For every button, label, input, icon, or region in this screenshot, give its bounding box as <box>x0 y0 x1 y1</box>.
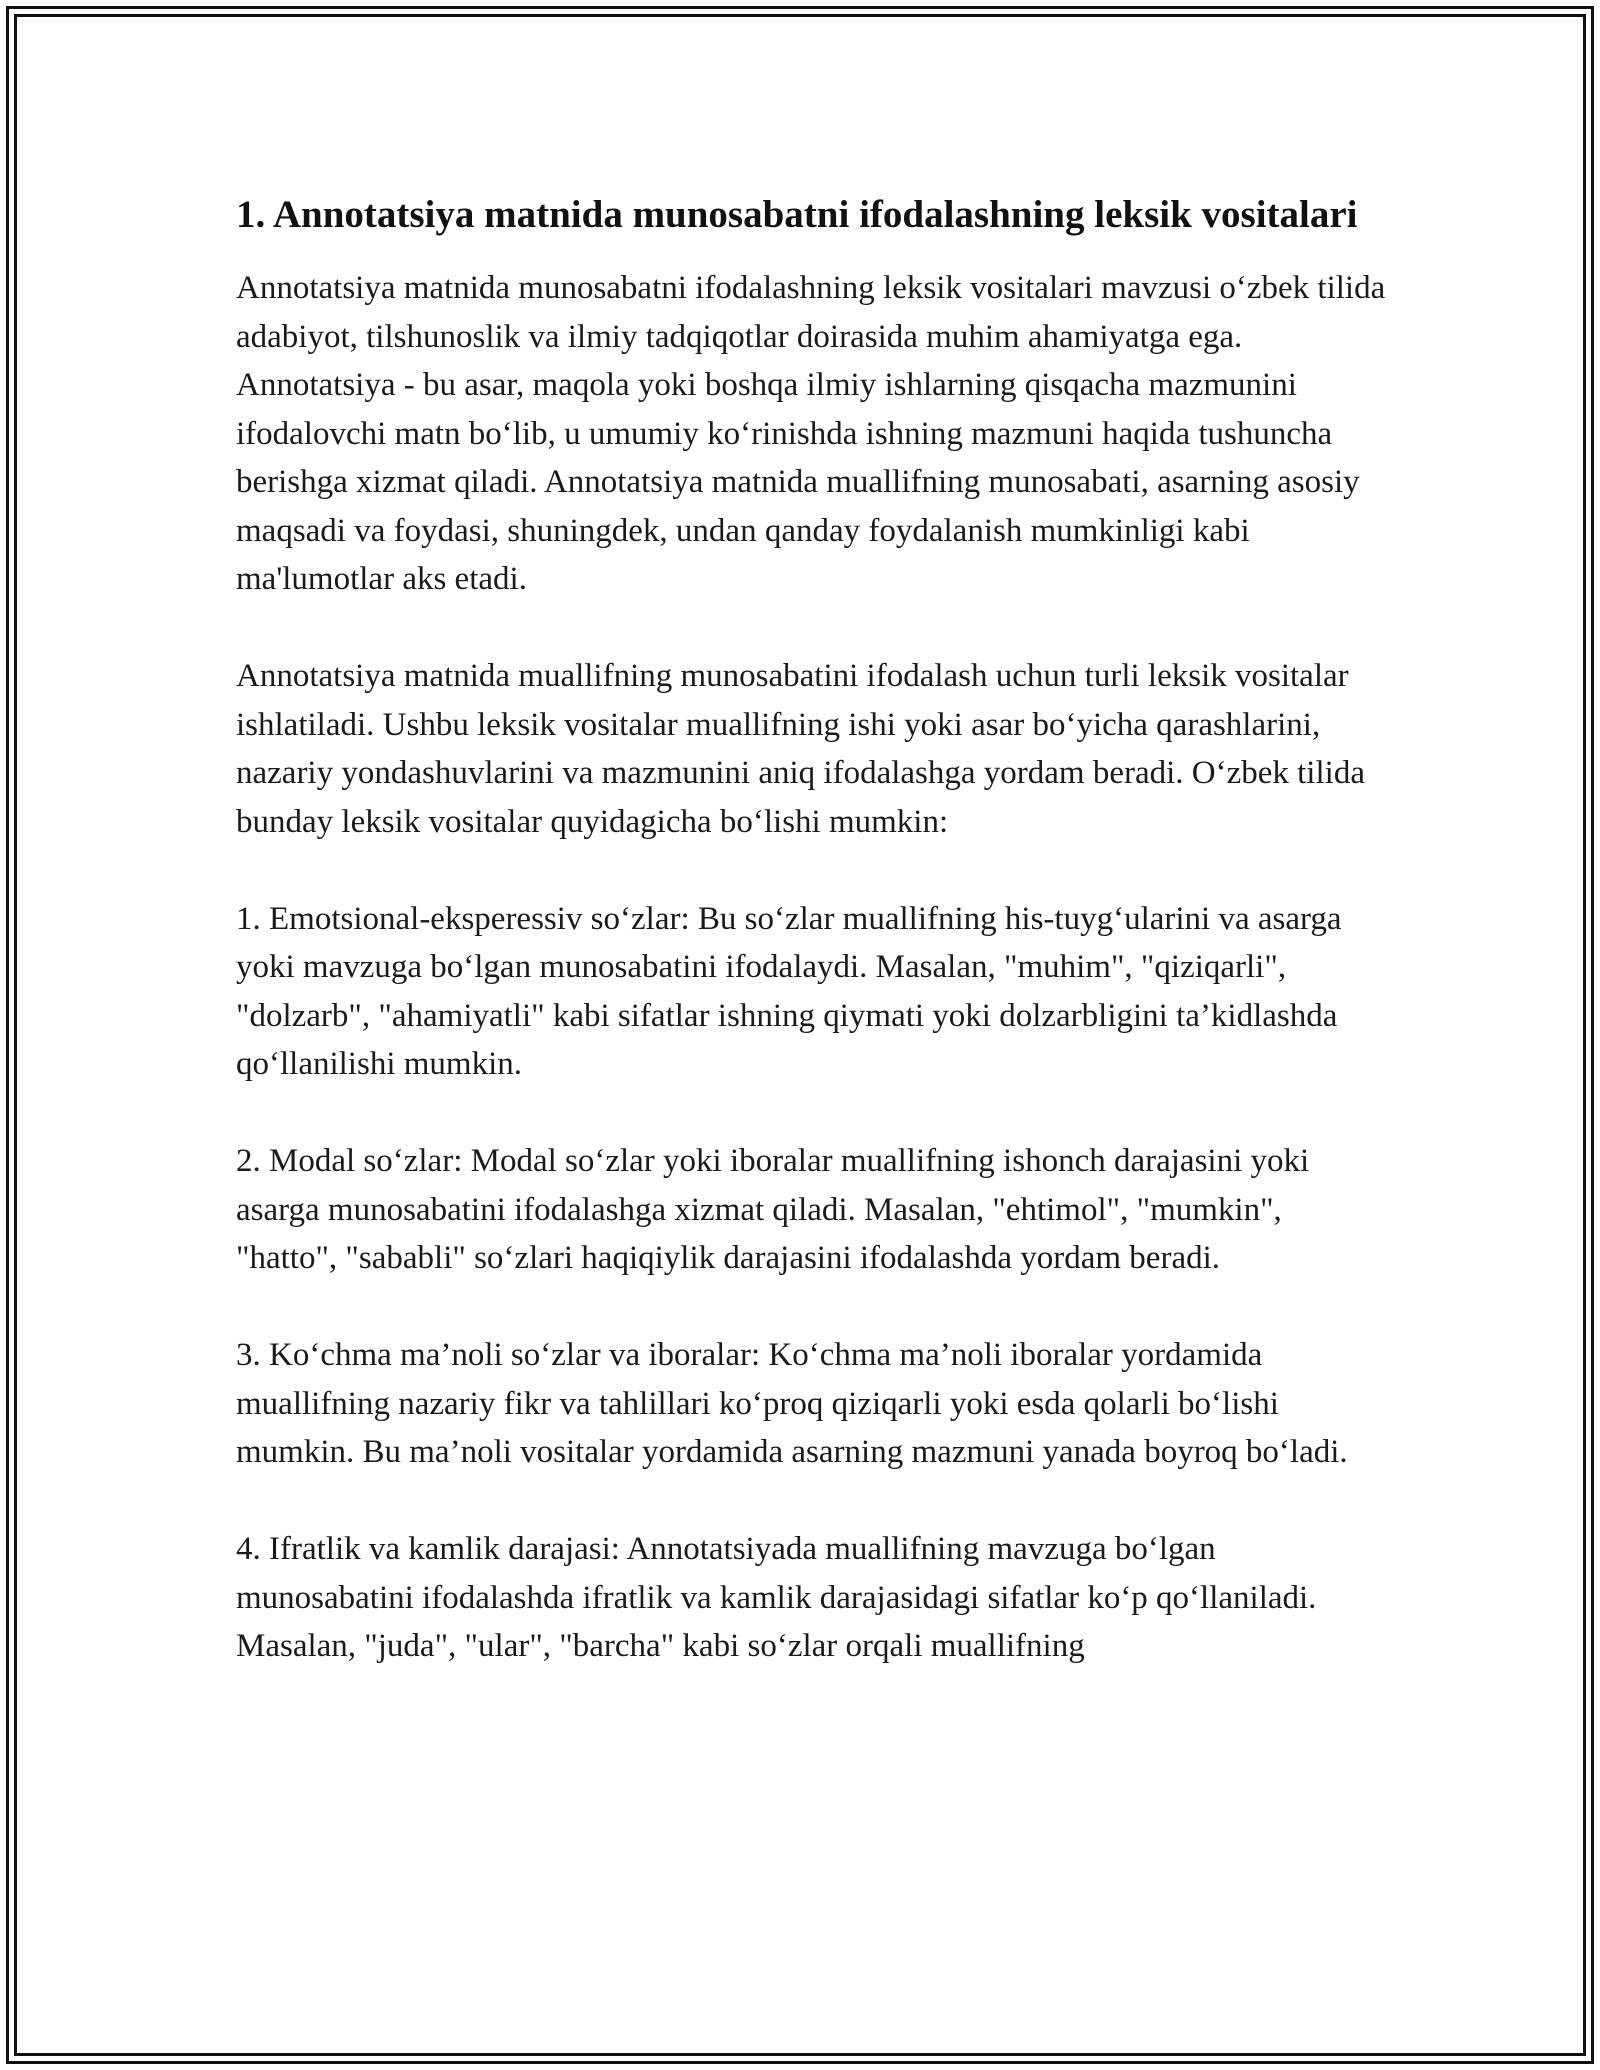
paragraph-intro: Annotatsiya matnida munosabatni ifodalashning leksik vositalari mavzusi o‘zbek tilida adabiyot, tilshunoslik va ilmiy tadqiqotlar doirasida muhim ahamiyatga ega. Annotatsiya - bu asar, maqola yoki boshqa ilmiy ishlarning qisqacha mazmunini ifodalovchi matn bo‘lib, u umumiy ko‘rinishda ishning mazmuni haqida tushuncha berishga xizmat qiladi. Annotatsiya matnida muallifning munosabati, asarning asosiy maqsadi va foydasi, shuningdek, undan qanday foydalanish mumkinligi kabi ma'lumotlar aks etadi. <box>236 270 1386 597</box>
paragraph-item-3: 3. Ko‘chma ma’noli so‘zlar va iboralar: Ko‘chma ma’noli iboralar yordamida muallifning nazariy fikr va tahlillari ko‘proq qiziqarli yoki esda qolarli bo‘lishi mumkin. Bu ma’noli vositalar yordamida asarning mazmuni yanada boyroq bo‘ladi. <box>236 1337 1348 1470</box>
paragraph-item-4: 4. Ifratlik va kamlik darajasi: Annotatsiyada muallifning mavzuga bo‘lgan munosabatini ifodalashda ifratlik va kamlik darajasidagi sifatlar ko‘p qo‘llaniladi. Masalan, "juda", "ular", "barcha" kabi so‘zlar orqali muallifning <box>236 1531 1317 1664</box>
paragraph-item-2: 2. Modal so‘zlar: Modal so‘zlar yoki iboralar muallifning ishonch darajasini yoki asarga munosabatini ifodalashga xizmat qiladi. Masalan, "ehtimol", "mumkin", "hatto", "sababli" so‘zlari haqiqiylik darajasini ifodalashda yordam beradi. <box>236 1143 1310 1276</box>
paragraph-lexical-means: Annotatsiya matnida muallifning munosabatini ifodalash uchun turli leksik vositalar ishlatiladi. Ushbu leksik vositalar muallifning ishi yoki asar bo‘yicha qarashlarini, nazariy yondashuvlarini va mazmunini aniq ifodalashga yordam beradi. O‘zbek tilida bunday leksik vositalar quyidagicha bo‘lishi mumkin: <box>236 658 1365 840</box>
document-body <box>236 188 1386 1719</box>
paragraph-item-1: 1. Emotsional-eksperessiv so‘zlar: Bu so‘zlar muallifning his-tuyg‘ularini va asarga yoki mavzuga bo‘lgan munosabatini ifodalaydi. Masalan, "muhim", "qiziqarli", "dolzarb", "ahamiyatli" kabi sifatlar ishning qiymati yoki dolzarbligini ta’kidlashda qo‘llanilishi mumkin. <box>236 900 1342 1082</box>
section-heading: 1. Annotatsiya matnida munosabatni ifodalashning leksik vositalari <box>236 193 1358 236</box>
